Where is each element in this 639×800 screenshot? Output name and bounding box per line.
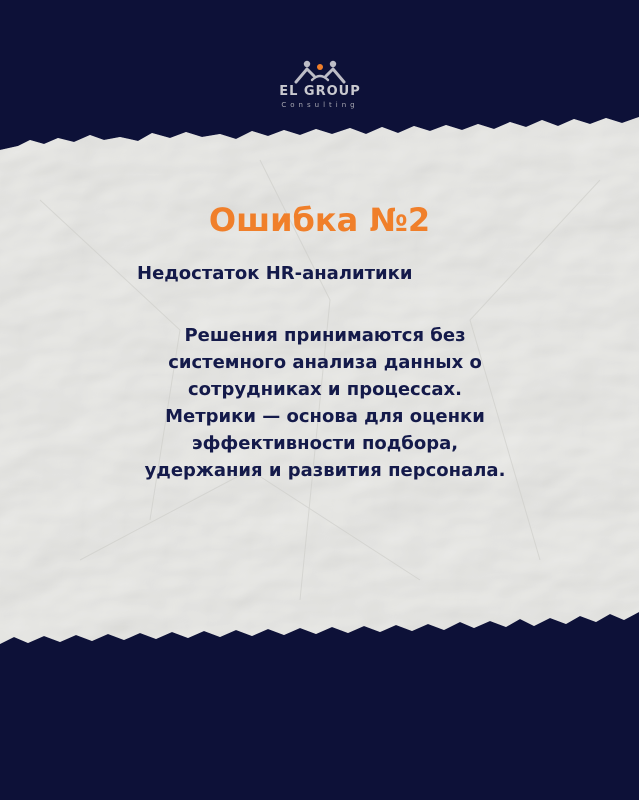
body-line: системного анализа данных о <box>168 352 482 373</box>
body-line: сотрудниках и процессах. <box>188 379 462 400</box>
body-paragraph <box>90 322 560 484</box>
page-title: Ошибка №2 <box>208 201 431 239</box>
page-subtitle: Недостаток HR-аналитики <box>137 263 413 284</box>
body-line: Метрики — основа для оценки <box>165 406 485 427</box>
body-line: Решения принимаются без <box>184 325 466 346</box>
body-line: удержания и развития персонала. <box>144 460 506 481</box>
brand-tagline: Consulting <box>281 101 359 109</box>
brand-name: EL GROUP <box>279 84 361 99</box>
body-line: эффективности подбора, <box>191 433 459 454</box>
